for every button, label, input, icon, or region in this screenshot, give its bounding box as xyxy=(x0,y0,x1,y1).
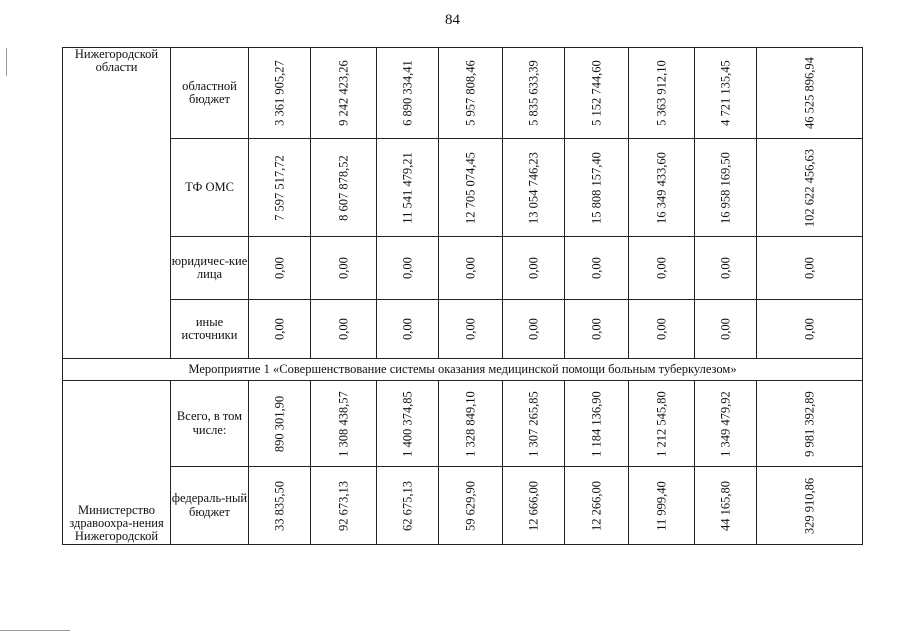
value-cell: 62 675,13 xyxy=(377,467,439,545)
org-cell: Нижегородской области xyxy=(63,48,171,359)
table-row xyxy=(63,139,863,237)
value-cell: 4 721 135,45 xyxy=(695,48,757,139)
value-cell: 0,00 xyxy=(565,300,629,359)
value-cell: 0,00 xyxy=(249,237,311,300)
value-cell: 5 152 744,60 xyxy=(565,48,629,139)
value-cell: 11 541 479,21 xyxy=(377,139,439,237)
value-cell: 890 301,90 xyxy=(249,381,311,467)
table-row xyxy=(63,48,863,139)
value-cell: 92 673,13 xyxy=(311,467,377,545)
value-cell: 0,00 xyxy=(757,237,863,300)
value-cell: 0,00 xyxy=(377,237,439,300)
value-cell: 15 808 157,40 xyxy=(565,139,629,237)
value-cell: 9 981 392,89 xyxy=(757,381,863,467)
value-cell: 0,00 xyxy=(439,237,503,300)
value-cell: 12 666,00 xyxy=(503,467,565,545)
value-cell: 33 835,50 xyxy=(249,467,311,545)
source-cell: федераль-ный бюджет xyxy=(171,467,249,545)
value-cell: 6 890 334,41 xyxy=(377,48,439,139)
table-row xyxy=(63,237,863,300)
value-cell: 12 266,00 xyxy=(565,467,629,545)
value-cell: 5 363 912,10 xyxy=(629,48,695,139)
value-cell: 59 629,90 xyxy=(439,467,503,545)
value-cell: 0,00 xyxy=(439,300,503,359)
source-cell: областной бюджет xyxy=(171,48,249,139)
value-cell: 0,00 xyxy=(249,300,311,359)
table-row xyxy=(63,359,863,381)
budget-table xyxy=(62,47,863,545)
source-cell: юридичес-кие лица xyxy=(171,237,249,300)
value-cell: 0,00 xyxy=(757,300,863,359)
value-cell: 0,00 xyxy=(377,300,439,359)
value-cell: 1 212 545,80 xyxy=(629,381,695,467)
source-cell: ТФ ОМС xyxy=(171,139,249,237)
source-cell: Всего, в том числе: xyxy=(171,381,249,467)
value-cell: 16 958 169,50 xyxy=(695,139,757,237)
value-cell: 16 349 433,60 xyxy=(629,139,695,237)
value-cell: 5 835 633,39 xyxy=(503,48,565,139)
value-cell: 11 999,40 xyxy=(629,467,695,545)
value-cell: 0,00 xyxy=(503,300,565,359)
value-cell: 0,00 xyxy=(695,237,757,300)
page-number: 84 xyxy=(445,12,460,28)
value-cell: 1 349 479,92 xyxy=(695,381,757,467)
org-cell: Министерство здравоохра-нения Нижегородской xyxy=(63,381,171,545)
value-cell: 1 308 438,57 xyxy=(311,381,377,467)
value-cell: 1 328 849,10 xyxy=(439,381,503,467)
table-row xyxy=(63,381,863,467)
value-cell: 0,00 xyxy=(503,237,565,300)
scan-margin-mark xyxy=(6,48,7,76)
value-cell: 13 054 746,23 xyxy=(503,139,565,237)
value-cell: 0,00 xyxy=(565,237,629,300)
value-cell: 12 705 074,45 xyxy=(439,139,503,237)
value-cell: 0,00 xyxy=(311,300,377,359)
value-cell: 0,00 xyxy=(311,237,377,300)
value-cell: 1 400 374,85 xyxy=(377,381,439,467)
measure-title: Мероприятие 1 «Совершенствование системы оказания медицинской помощи больным туберкулезом» xyxy=(63,359,863,381)
value-cell: 46 525 896,94 xyxy=(757,48,863,139)
value-cell: 9 242 423,26 xyxy=(311,48,377,139)
value-cell: 102 622 456,63 xyxy=(757,139,863,237)
value-cell: 7 597 517,72 xyxy=(249,139,311,237)
value-cell: 3 361 905,27 xyxy=(249,48,311,139)
value-cell: 0,00 xyxy=(695,300,757,359)
table-row xyxy=(63,300,863,359)
value-cell: 1 184 136,90 xyxy=(565,381,629,467)
value-cell: 329 910,86 xyxy=(757,467,863,545)
value-cell: 0,00 xyxy=(629,237,695,300)
value-cell: 1 307 265,85 xyxy=(503,381,565,467)
source-cell: иные источники xyxy=(171,300,249,359)
value-cell: 0,00 xyxy=(629,300,695,359)
value-cell: 44 165,80 xyxy=(695,467,757,545)
table-row xyxy=(63,467,863,545)
scan-margin-mark xyxy=(0,630,70,631)
value-cell: 5 957 808,46 xyxy=(439,48,503,139)
value-cell: 8 607 878,52 xyxy=(311,139,377,237)
